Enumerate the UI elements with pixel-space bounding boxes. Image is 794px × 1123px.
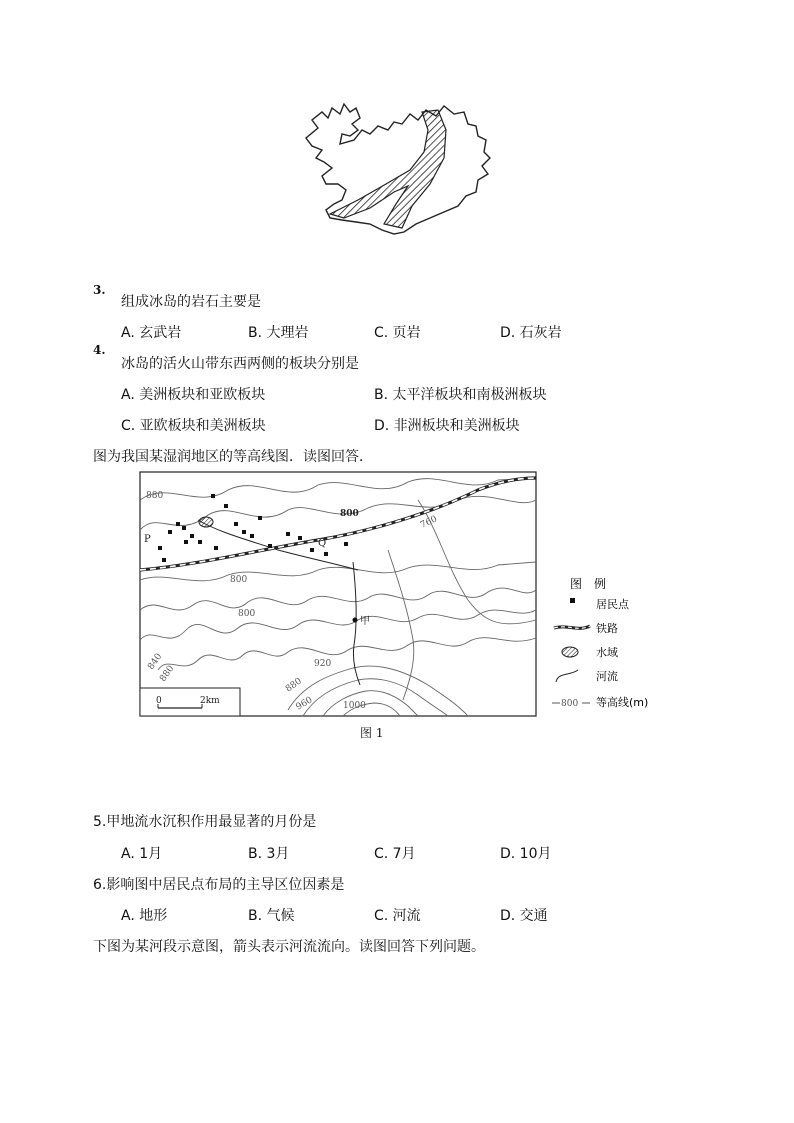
contour-label-880-top: 880 <box>146 491 164 501</box>
contour-label-800-left: 800 <box>238 609 256 619</box>
question-6-number: 6. <box>93 877 107 893</box>
place-label-p: P <box>144 534 151 545</box>
legend-contour-sample: 800 <box>561 699 579 709</box>
question-5-stem: 甲地流水沉积作用最显著的月份是 <box>106 814 317 830</box>
question-6-option-c[interactable]: C. 河流 <box>374 908 421 924</box>
map-frame <box>140 472 536 716</box>
question-6-option-a[interactable]: A. 地形 <box>121 908 168 924</box>
contour-label-800-top: 800 <box>340 509 359 519</box>
contour-label-760: 760 <box>419 514 439 531</box>
iceland-map <box>298 100 496 238</box>
question-3-number: 3. <box>93 283 106 297</box>
contour-label-880-bottom: 880 <box>283 676 304 695</box>
question-3-stem: 组成冰岛的岩石主要是 <box>121 294 261 310</box>
question-3-option-b[interactable]: B. 大理岩 <box>248 325 309 341</box>
question-5-option-d[interactable]: D. 10月 <box>500 846 552 862</box>
contour-label-840: 840 <box>146 651 165 672</box>
contour-label-960: 960 <box>294 695 315 713</box>
map-intro-text: 图为我国某湿润地区的等高线图．读图回答． <box>93 449 373 465</box>
question-4-option-d[interactable]: D. 非洲板块和美洲板块 <box>374 418 520 434</box>
contour-label-920: 920 <box>314 659 332 669</box>
place-label-q: Q <box>318 538 327 549</box>
contour-label-800-mid: 800 <box>230 575 248 585</box>
question-3-option-a[interactable]: A. 玄武岩 <box>121 325 182 341</box>
volcanic-zone-band <box>330 110 446 228</box>
legend-water: 水域 <box>596 646 618 659</box>
place-label-jia: 甲 <box>360 616 370 627</box>
question-4-number: 4. <box>93 343 106 357</box>
legend-settlement: 居民点 <box>596 598 629 611</box>
river-intro-text: 下图为某河段示意图，箭头表示河流流向。读图回答下列问题。 <box>93 939 485 955</box>
legend <box>552 576 648 709</box>
question-6-option-b[interactable]: B. 气候 <box>248 908 295 924</box>
question-5-option-c[interactable]: C. 7月 <box>374 846 416 862</box>
question-5-number: 5. <box>93 814 107 830</box>
contour-label-880-left: 880 <box>158 663 177 684</box>
contour-map-figure <box>138 470 658 720</box>
question-5-option-a[interactable]: A. 1月 <box>121 846 163 862</box>
question-6-stem: 影响图中居民点布局的主导区位因素是 <box>106 877 345 893</box>
question-4-option-c[interactable]: C. 亚欧板块和美洲板块 <box>121 418 266 434</box>
contour-label-1000: 1000 <box>343 701 366 711</box>
legend-river: 河流 <box>596 670 618 683</box>
question-3-option-c[interactable]: C. 页岩 <box>374 325 421 341</box>
figure-caption: 图 1 <box>360 726 384 740</box>
question-3-option-d[interactable]: D. 石灰岩 <box>500 325 562 341</box>
legend-contour: 等高线(m) <box>596 696 649 709</box>
question-4-stem: 冰岛的活火山带东西两侧的板块分别是 <box>121 356 359 372</box>
question-6-option-d[interactable]: D. 交通 <box>500 908 548 924</box>
question-5-option-b[interactable]: B. 3月 <box>248 846 290 862</box>
legend-railway: 铁路 <box>596 622 618 635</box>
water-body <box>199 517 213 527</box>
question-4-option-a[interactable]: A. 美洲板块和亚欧板块 <box>121 387 266 403</box>
question-6 <box>93 874 344 894</box>
question-4-option-b[interactable]: B. 太平洋板块和南极洲板块 <box>374 387 547 403</box>
legend-title: 图 例 <box>570 577 607 591</box>
question-5 <box>93 811 316 831</box>
scale-zero: 0 <box>156 696 162 706</box>
scale-distance: 2km <box>200 696 220 706</box>
